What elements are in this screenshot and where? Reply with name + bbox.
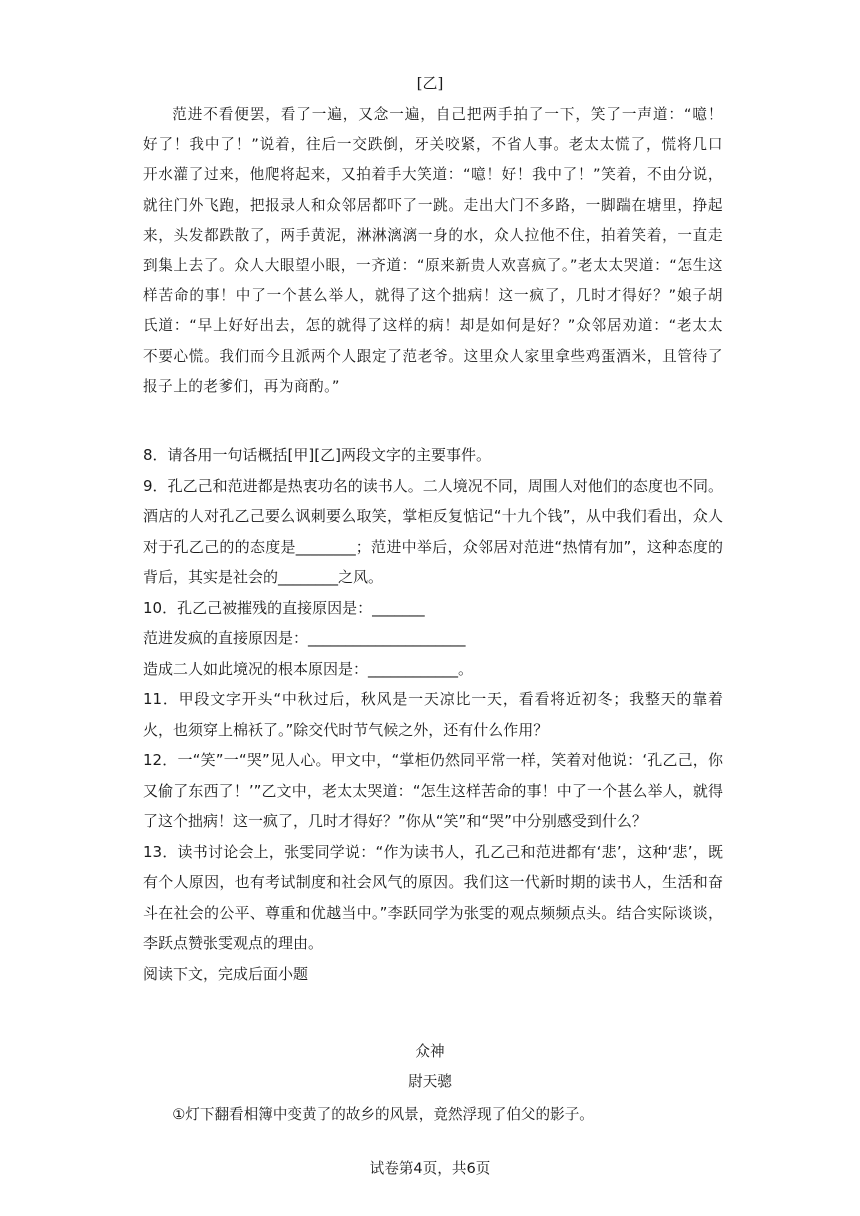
question-11: 11．甲段文字开头“中秋过后，秋风是一天凉比一天，看看将近初冬；我整天的靠着火，也须穿上棉袄了。”除交代时节气候之外，还有什么作用？ — [143, 690, 723, 739]
question-10: 10．孔乙己被摧残的直接原因是：_______ — [143, 598, 425, 617]
section-label: [乙] — [416, 74, 444, 92]
story-paragraph-1: ①灯下翻看相簿中变黄了的故乡的风景，竟然浮现了伯父的影子。 — [172, 1106, 594, 1123]
question-13: 13．读书讨论会上，张雯同学说：“作为读书人，孔乙己和范进都有‘悲’，这种‘悲’，既有个人原因，也有考试制度和社会风气的原因。我们这一代新时期的读书人，生活和奋斗在社会的公平、尊重和优越当中。”李跃同学为张雯的观点频频点头。结合实际谈谈，李跃点赞张雯观点的理由。 — [143, 842, 723, 952]
question-8: 8．请各用一句话概括[甲][乙]两段文字的主要事件。 — [143, 446, 491, 464]
story-title: 众神 — [415, 1043, 445, 1060]
reading-intro: 阅读下文，完成后面小题 — [143, 964, 309, 983]
question-10-part-b: 范进发疯的直接原因是：_____________________ — [143, 629, 466, 647]
question-10-part-c: 造成二人如此境况的根本原因是：____________。 — [143, 659, 474, 678]
question-list — [143, 440, 723, 989]
story-author: 尉天骢 — [408, 1073, 452, 1090]
question-12: 12．一“笑”一“哭”见人心。甲文中，“掌柜仍然同平常一样，笑着对他说：‘孔乙己，你又偷了东西了！’”乙文中，老太太哭道：“怎生这样苦命的事！中了一个甚么举人，就得了这个拙病！这一疯了，几时才得好？”你从“笑”和“哭”中分别感受到什么？ — [143, 751, 723, 830]
passage-yi: 范进不看便罢，看了一遍，又念一遍，自己把两手拍了一下，笑了一声道：“噫！好了！我中了！”说着，往后一交跌倒，牙关咬紧，不省人事。老太太慌了，慌将几口开水灌了过来，他爬将起来，又拍着手大笑道：“噫！好！我中了！”笑着，不由分说，就往门外飞跑，把报录人和众邻居都吓了一跳。走出大门不多路，一脚踹在塘里，挣起来，头发都跌散了，两手黄泥，淋淋漓漓一身的水，众人拉他不住，拍着笑着，一直走到集上去了。众人大眼望小眼，一齐道：“原来新贵人欢喜疯了。”老太太哭道：“怎生这样苦命的事！中了一个甚么举人，就得了这个拙病！这一疯了，几时才得好？”娘子胡氏道：“早上好好出去，怎的就得了这样的病！却是如何是好？”众邻居劝道：“老太太不要心慌。我们而今且派两个人跟定了范老爷。这里众人家里拿些鸡蛋酒米，且管待了报子上的老爹们，再为商酌。” — [143, 106, 723, 395]
page-footer: 试卷第4页，共6页 — [369, 1160, 491, 1177]
question-9: 9．孔乙己和范进都是热衷功名的读书人。二人境况不同，周围人对他们的态度也不同。酒店的人对孔乙己要么讽刺要么取笑，掌柜反复惦记“十九个钱”，从中我们看出，众人对于孔乙己的的态度是________；范进中举后，众邻居对范进“热情有加”，这种态度的背后，其实是社会的________之风。 — [143, 476, 723, 586]
